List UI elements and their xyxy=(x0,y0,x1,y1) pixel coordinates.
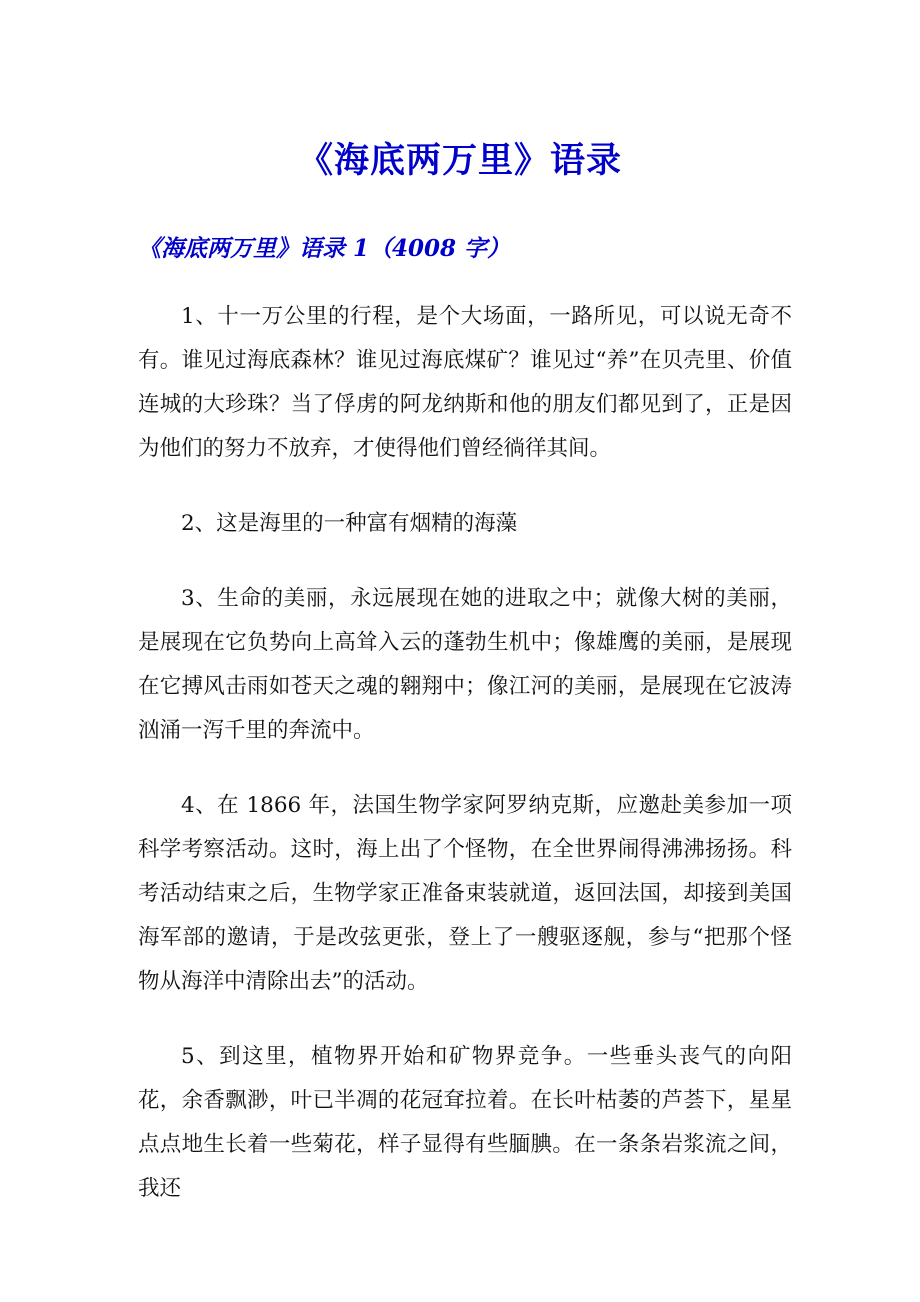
paragraph-4: 4、在 1866 年，法国生物学家阿罗纳克斯，应邀赴美参加一项科学考察活动。这时，海上出了个怪物，在全世界闹得沸沸扬扬。科考活动结束之后，生物学家正准备束装就道，返回法国，却接到美国海军部的邀请，于是改弦更张，登上了一艘驱逐舰，参与“把那个怪物从海洋中清除出去”的活动。 xyxy=(138,793,792,994)
section-heading: 《海底两万里》语录 1（4008 字） xyxy=(138,235,511,262)
paragraph-3: 3、生命的美丽，永远展现在她的进取之中；就像大树的美丽，是展现在它负势向上高耸入云的蓬勃生机中；像雄鹰的美丽，是展现在它搏风击雨如苍天之魂的翱翔中；像江河的美丽，是展现在它波涛汹涌一泻千里的奔流中。 xyxy=(138,586,792,743)
paragraph-1: 1、十一万公里的行程，是个大场面，一路所见，可以说无奇不有。谁见过海底森林？谁见过海底煤矿？谁见过“养”在贝壳里、价值连城的大珍珠？当了俘虏的阿龙纳斯和他的朋友们都见到了，正是因为他们的努力不放弃，才使得他们曾经徜徉其间。 xyxy=(138,304,792,461)
document-title: 《海底两万里》语录 xyxy=(297,140,622,181)
paragraph-5: 5、到这里，植物界开始和矿物界竞争。一些垂头丧气的向阳花，余香飘渺，叶已半凋的花冠耷拉着。在长叶枯萎的芦荟下，星星点点地生长着一些菊花，样子显得有些腼腆。在一条条岩浆流之间，我还 xyxy=(138,1044,792,1201)
paragraph-2: 2、这是海里的一种富有烟精的海藻 xyxy=(181,511,518,536)
document-body xyxy=(138,295,792,1242)
